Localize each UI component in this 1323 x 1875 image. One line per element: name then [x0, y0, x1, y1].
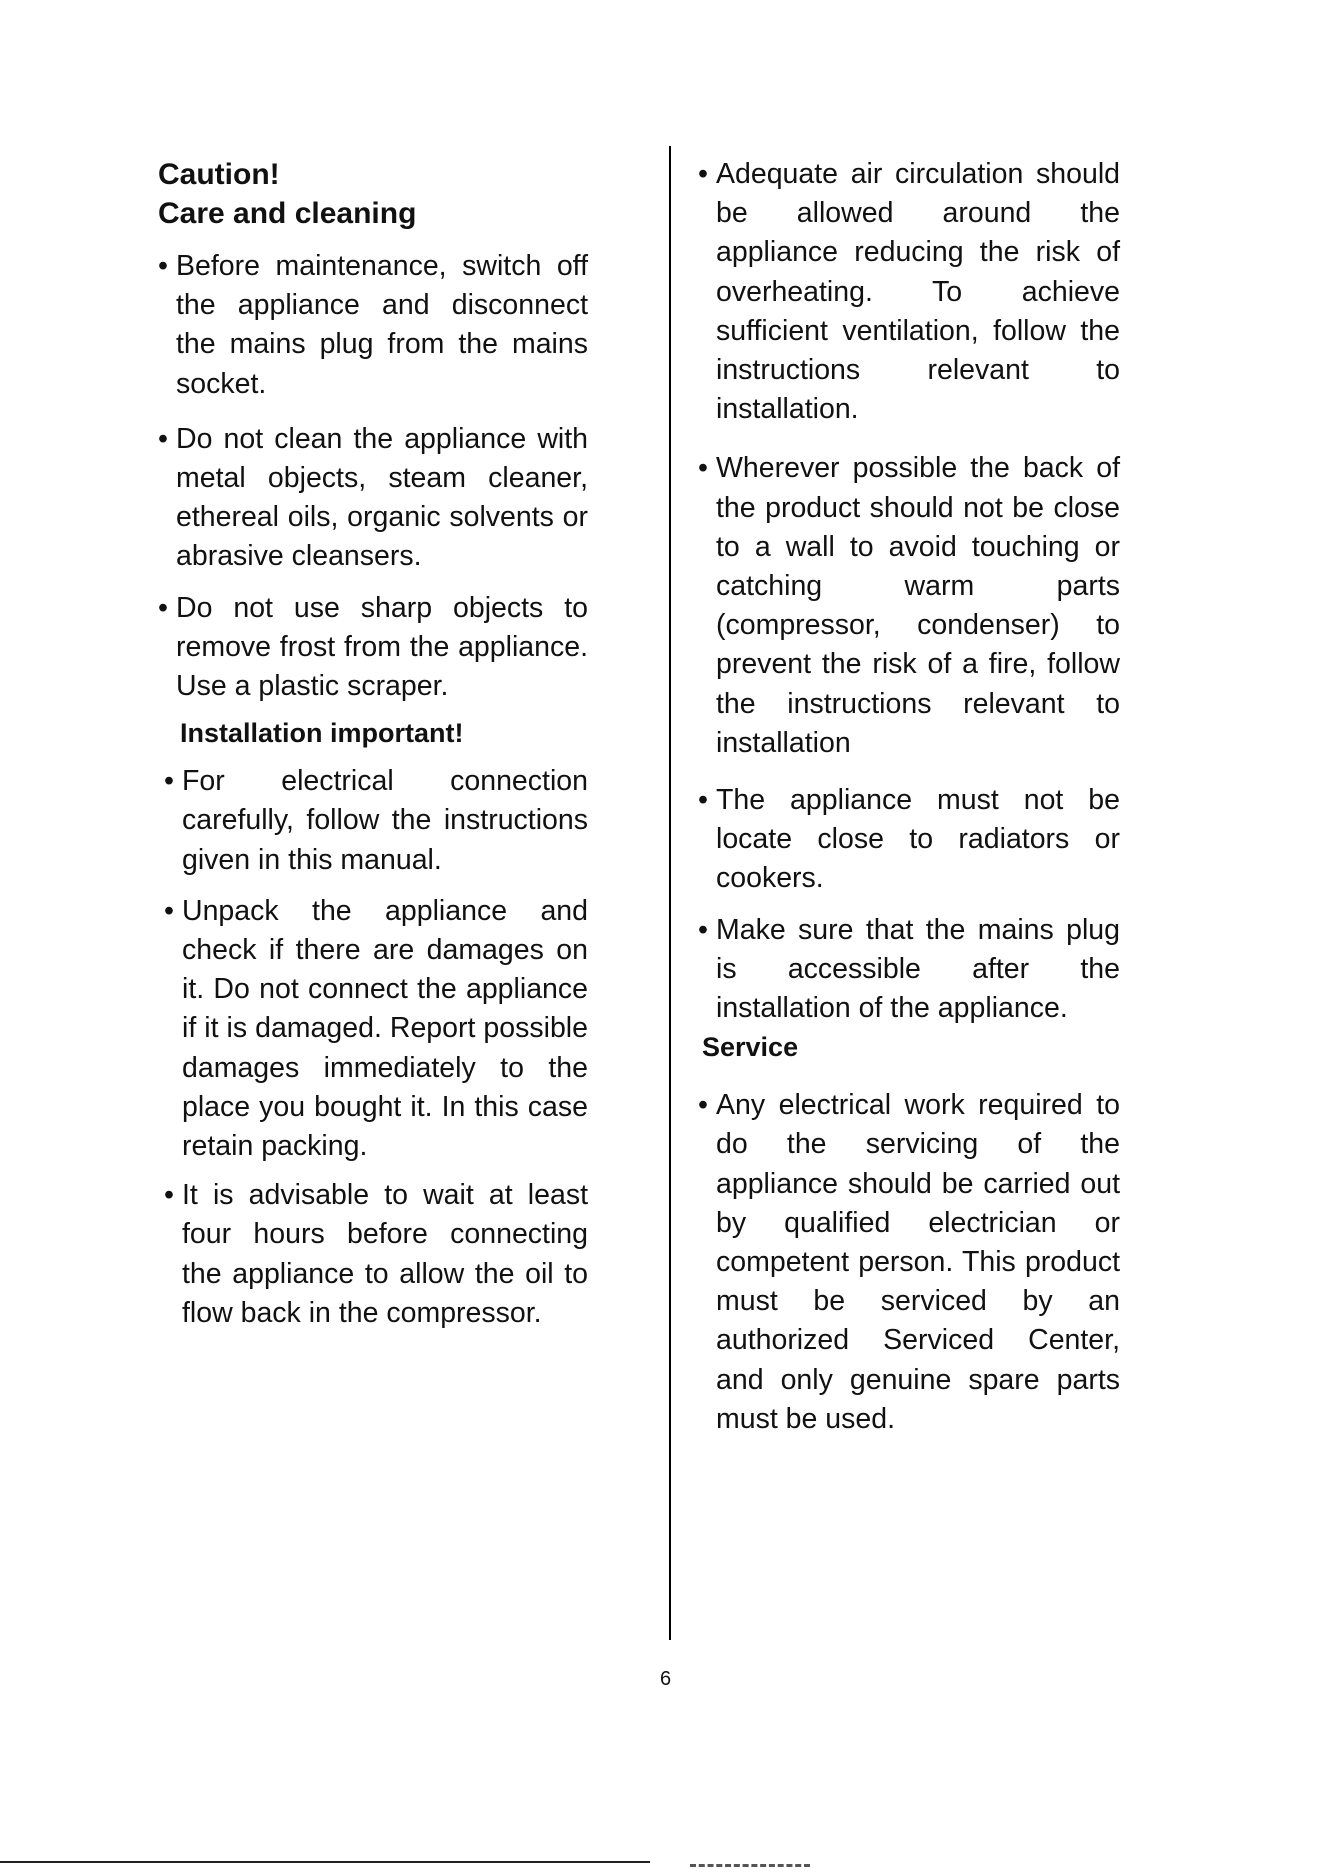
- bullet-unpack: • Unpack the appliance and check if there are damages on it. Do not connect the appliance if it is damaged. Report possible damages immediately to the place you bought it. In this case retain packing.: [164, 892, 588, 1166]
- care-cleaning-title: Care and cleaning: [158, 197, 417, 230]
- bullet-do-not-clean: • Do not clean the appliance with metal objects, steam cleaner, ethereal oils, organic solvents or abrasive cleansers.: [158, 420, 588, 577]
- left-column: [158, 155, 588, 1333]
- page-number: 6: [660, 1668, 672, 1690]
- bullet-dot-icon: •: [158, 422, 168, 455]
- bullet-electrical-connection: • For electrical connection carefully, follow the instructions given in this manual.: [164, 762, 588, 880]
- service-heading: Service: [702, 1032, 799, 1063]
- caution-title: Caution!: [158, 158, 280, 191]
- bullet-dot-icon: •: [164, 894, 174, 927]
- right-column: [698, 155, 1120, 1439]
- footer-marks: [690, 1864, 810, 1875]
- bullet-dot-icon: •: [698, 913, 708, 946]
- bullet-wait-four-hours: • It is advisable to wait at least four hours before connecting the appliance to allow the oil to flow back in the compressor.: [164, 1176, 588, 1333]
- bullet-dot-icon: •: [164, 1179, 174, 1212]
- bullet-dot-icon: •: [158, 250, 168, 282]
- footer-rule: [0, 1861, 650, 1863]
- bullet-before-maintenance: • Before maintenance, switch off the appliance and disconnect the mains plug from the mains socket.: [158, 247, 588, 404]
- bullet-radiators: • The appliance must not be locate close to radiators or cookers.: [698, 781, 1120, 899]
- bullet-dot-icon: •: [698, 452, 708, 485]
- installation-heading: Installation important!: [180, 718, 464, 749]
- bullet-dot-icon: •: [698, 784, 708, 817]
- bullet-mains-plug: • Make sure that the mains plug is accessible after the installation of the appliance.: [698, 911, 1120, 1029]
- bullet-dot-icon: •: [158, 591, 168, 624]
- bullet-air-circulation: • Adequate air circulation should be allowed around the appliance reducing the risk of overheating. To achieve sufficient ventilation, follow the instructions relevant to installation.: [698, 155, 1120, 429]
- bullet-electrical-work: • Any electrical work required to do the servicing of the appliance should be carried out by qualified electrician or competent person. This product must be serviced by an authorized Serviced Center, and only genuine spare parts must be used.: [698, 1086, 1120, 1439]
- bullet-sharp-objects: • Do not use sharp objects to remove frost from the appliance. Use a plastic scraper.: [158, 589, 588, 707]
- bullet-back-of-product: • Wherever possible the back of the product should not be close to a wall to avoid touching or catching warm parts (compressor, condenser) to prevent the risk of a fire, follow the instructions relevant to installation: [698, 449, 1120, 763]
- bullet-dot-icon: •: [698, 158, 708, 190]
- bullet-dot-icon: •: [698, 1089, 708, 1122]
- bullet-dot-icon: •: [164, 765, 174, 798]
- column-divider: [669, 146, 671, 1640]
